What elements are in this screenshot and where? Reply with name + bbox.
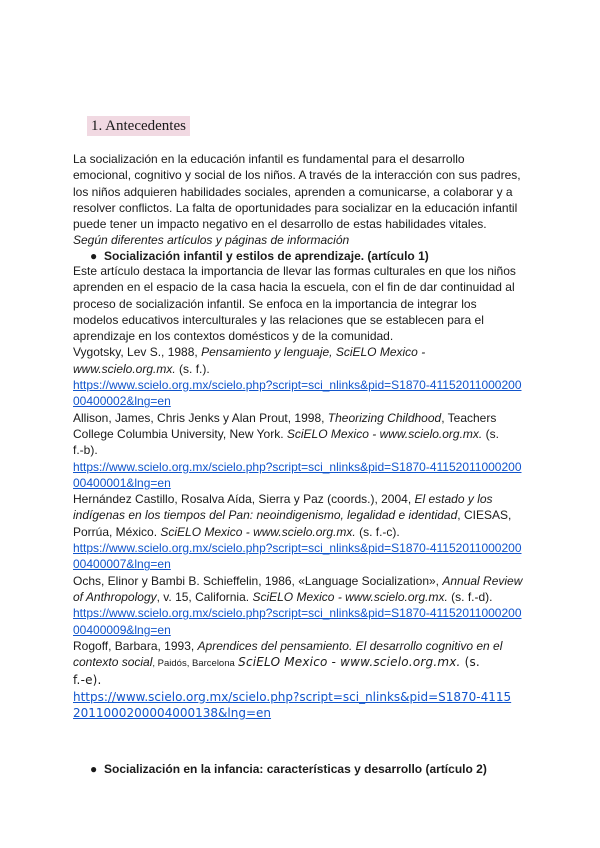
ref-text: Ochs, Elinor y Bambi B. Schieffelin, 1986, «Language Socialization», xyxy=(73,573,443,588)
reference-5-link-cont[interactable]: 2011000200004000138&lng=en xyxy=(73,706,272,721)
reference-5-cont xyxy=(73,654,533,672)
ref-italic: Pensamiento y lenguaje, SciELO Mexico - xyxy=(201,345,426,360)
reference-2 xyxy=(73,410,533,426)
ref-italic: Aprendices del pensamiento. El desarrollo cognitivo en el xyxy=(197,638,503,653)
article-line: aprenden en el espacio de la casa hacia la escuela, con el fin de dar continuidad al xyxy=(73,280,515,295)
reference-4-cont xyxy=(73,589,533,605)
reference-4 xyxy=(73,573,533,589)
ref-text: , Teachers xyxy=(441,410,497,425)
reference-1-cont xyxy=(73,361,533,377)
article-line: proceso de socialización infantil. Se enfoca en la importancia de integrar los xyxy=(73,296,477,311)
ref-text: Allison, James, Chris Jenks y Alan Prout, 1998, xyxy=(73,410,328,425)
intro-line: La socialización en la educación infantil es fundamental para el desarrollo xyxy=(73,152,465,166)
reference-5 xyxy=(73,638,533,654)
ref-text: , v. 15, California. xyxy=(156,589,253,604)
reference-5-cont: f.-e). xyxy=(73,673,102,688)
reference-5-link[interactable]: https://www.scielo.org.mx/scielo.php?script=sci_nlinks&pid=S1870-4115 xyxy=(73,689,512,704)
article-line: modelos educativos interculturales y las relaciones que se establecen para el xyxy=(73,312,484,327)
reference-2-cont xyxy=(73,426,533,442)
ref-text: Hernández Castillo, Rosalva Aída, Sierra y Paz (coords.), 2004, xyxy=(73,492,415,507)
reference-3-cont xyxy=(73,507,533,523)
reference-3-link-cont[interactable]: 00400007&lng=en xyxy=(73,557,171,572)
intro-italic-note: Según diferentes artículos y páginas de información xyxy=(73,233,350,248)
reference-3-cont xyxy=(73,524,533,540)
intro-line: los niños adquieren habilidades sociales, aprenden a comunicarse, a colaborar y a xyxy=(73,184,513,199)
article-line: Este artículo destaca la importancia de llevar las formas culturales en que los niños xyxy=(73,264,516,278)
ref-small-text: , Paidós, Barcelona xyxy=(152,658,235,670)
ref-text: , CIESAS, xyxy=(457,508,512,523)
reference-2-link[interactable]: https://www.scielo.org.mx/scielo.php?script=sci_nlinks&pid=S1870-41152011000200 xyxy=(73,459,522,474)
ref-text: (s. f.-d). xyxy=(447,589,493,604)
reference-1-link-cont[interactable]: 00400002&lng=en xyxy=(73,394,171,409)
reference-1-link[interactable]: https://www.scielo.org.mx/scielo.php?script=sci_nlinks&pid=S1870-41152011000200 xyxy=(73,378,522,393)
ref-italic: indígenas en los tiempos del Pan: neoindigenismo, legalidad e identidad xyxy=(73,508,458,523)
ref-text: (s. f.-c). xyxy=(355,524,400,539)
ref-text: (s. f.). xyxy=(175,361,210,376)
bullet-article-1-text: Socialización infantil y estilos de aprendizaje. (artículo 1) xyxy=(104,249,429,263)
ref-text: College Columbia University, New York. xyxy=(73,426,287,441)
section-heading: 1. Antecedentes xyxy=(87,116,190,136)
ref-italic: Theorizing Childhood xyxy=(327,410,442,425)
ref-italic: of Anthropology xyxy=(73,589,157,604)
reference-3 xyxy=(73,491,533,507)
ref-italic: SciELO Mexico - www.scielo.org.mx. xyxy=(286,426,483,441)
bullet-article-2 xyxy=(90,761,487,777)
ref-text: (s. xyxy=(482,426,499,441)
ref-italic: contexto social xyxy=(73,655,153,670)
bullet-dot-icon: ● xyxy=(90,762,98,776)
ref-italic: Annual Review xyxy=(442,573,523,588)
intro-line: emocional, cognitivo y social de los niños. A través de la interacción con sus padres, xyxy=(73,168,521,183)
bullet-article-2-text: Socialización en la infancia: características y desarrollo (artículo 2) xyxy=(104,762,487,776)
ref-text: (s. xyxy=(460,655,480,670)
ref-italic: SciELO Mexico - www.scielo.org.mx. xyxy=(160,524,356,539)
reference-1 xyxy=(73,344,533,360)
intro-paragraph xyxy=(73,151,533,249)
ref-text: Rogoff, Barbara, 1993, xyxy=(73,638,198,653)
intro-line: puede tener un impacto negativo en el desarrollo de estas habilidades vitales. xyxy=(73,217,487,232)
ref-italic: SciELO Mexico - www.scielo.org.mx. xyxy=(252,589,448,604)
ref-text: Vygotsky, Lev S., 1988, xyxy=(73,345,202,360)
reference-4-link[interactable]: https://www.scielo.org.mx/scielo.php?script=sci_nlinks&pid=S1870-41152011000200 xyxy=(73,606,522,621)
bullet-article-1 xyxy=(90,248,429,264)
reference-4-link-cont[interactable]: 00400009&lng=en xyxy=(73,622,171,637)
reference-2-cont: f.-b). xyxy=(73,443,98,458)
ref-italic: El estado y los xyxy=(414,492,493,507)
reference-3-link[interactable]: https://www.scielo.org.mx/scielo.php?script=sci_nlinks&pid=S1870-41152011000200 xyxy=(73,541,522,556)
ref-text: Porrúa, México. xyxy=(73,524,161,539)
reference-2-link-cont[interactable]: 00400001&lng=en xyxy=(73,475,171,490)
intro-line: resolver conflictos. La falta de oportunidades para socializar en la educación infantil xyxy=(73,200,518,215)
ref-italic: www.scielo.org.mx. xyxy=(73,361,176,376)
article-1-summary xyxy=(73,263,533,721)
article-line: aprendizaje en los contextos domésticos y de la comunidad. xyxy=(73,329,394,344)
ref-italic: SciELO Mexico - www.scielo.org.mx. xyxy=(238,655,461,670)
bullet-dot-icon: ● xyxy=(90,249,98,263)
